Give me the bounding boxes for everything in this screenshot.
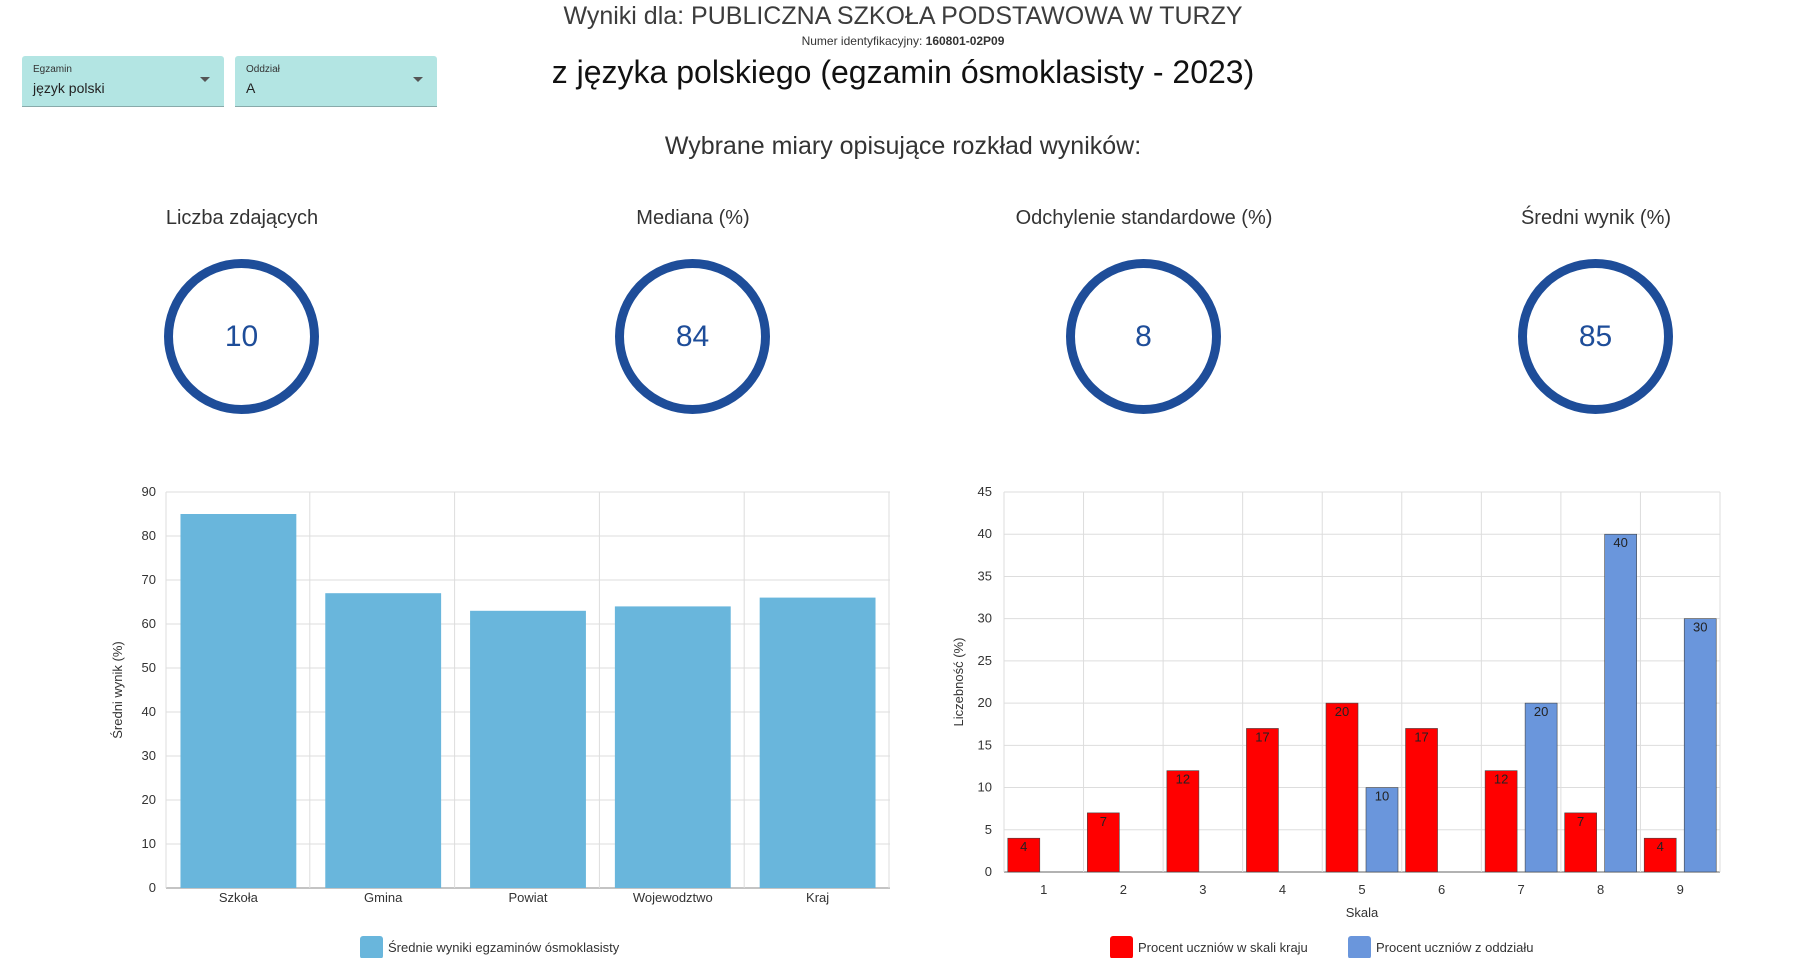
- y-tick-label: 30: [141, 748, 156, 763]
- school-id: [0, 34, 1806, 48]
- kpi-ring-stddev: [1066, 259, 1221, 414]
- x-tick-label: 9: [1676, 882, 1684, 897]
- legend-swatch: [1348, 936, 1371, 958]
- data-label: 20: [1533, 704, 1549, 720]
- legend-label: Średnie wyniki egzaminów ósmoklasisty: [388, 940, 620, 955]
- x-tick-label: 8: [1597, 882, 1605, 897]
- y-tick-label: 20: [977, 695, 992, 711]
- y-tick-label: 0: [148, 880, 156, 895]
- division-dropdown[interactable]: [235, 56, 437, 107]
- kpi-label-stddev: Odchylenie standardowe (%): [1015, 207, 1273, 229]
- data-label: 17: [1255, 729, 1270, 745]
- bar: [760, 598, 876, 888]
- x-tick-label: Szkoła: [218, 890, 258, 905]
- kpi-value-stddev: 8: [1135, 319, 1152, 353]
- y-tick-label: 35: [977, 568, 992, 584]
- y-tick-label: 30: [977, 610, 992, 626]
- x-tick-label: 7: [1517, 882, 1525, 897]
- data-label: 30: [1692, 619, 1708, 635]
- y-tick-label: 70: [141, 572, 156, 587]
- bar: [1326, 703, 1358, 872]
- exam-dropdown-label: Egzamin: [33, 64, 72, 75]
- kpi-ring-mean: [1518, 259, 1673, 414]
- chevron-down-icon: [413, 77, 423, 82]
- y-tick-label: 60: [141, 616, 156, 631]
- kpi-label-count: Liczba zdających: [165, 207, 319, 229]
- y-tick-label: 80: [141, 528, 156, 543]
- scale-distribution-chart: [903, 470, 1806, 958]
- legend-label: Procent uczniów z oddziału: [1376, 940, 1534, 955]
- exam-title: z języka polskiego (egzamin ósmoklasisty - 2023): [551, 54, 1255, 90]
- kpi-value-median: 84: [675, 319, 710, 353]
- x-tick-label: Gmina: [364, 890, 403, 905]
- kpi-value-mean: 85: [1578, 319, 1613, 353]
- x-tick-label: Wojewodztwo: [632, 890, 713, 905]
- data-label: 40: [1613, 535, 1628, 551]
- bar: [1525, 703, 1557, 872]
- school-id-label: Numer identyfikacyjny:: [801, 34, 923, 48]
- kpi-ring-count: [164, 259, 319, 414]
- data-label: 7: [1577, 813, 1585, 829]
- y-tick-label: 40: [977, 526, 992, 542]
- bar: [180, 514, 296, 888]
- y-tick-label: 5: [984, 821, 992, 837]
- bar: [615, 606, 731, 888]
- x-tick-label: Powiat: [508, 890, 548, 905]
- y-axis-label: Liczebność (%): [951, 637, 966, 727]
- x-tick-label: 5: [1358, 882, 1366, 897]
- y-tick-label: 0: [984, 864, 992, 879]
- school-id-value: 160801-02P09: [925, 34, 1005, 48]
- data-label: 4: [1656, 839, 1664, 855]
- page-title: Wyniki dla: PUBLICZNA SZKOŁA PODSTAWOWA W TURZY: [563, 2, 1243, 30]
- legend-swatch: [360, 936, 383, 958]
- x-tick-label: Kraj: [806, 890, 830, 905]
- x-tick-label: 6: [1437, 882, 1446, 897]
- y-tick-label: 10: [977, 779, 992, 795]
- exam-dropdown[interactable]: [22, 56, 224, 107]
- average-results-chart: [0, 470, 903, 958]
- y-tick-label: 45: [977, 484, 992, 499]
- data-label: 12: [1175, 771, 1191, 787]
- bar: [1406, 728, 1438, 872]
- y-tick-label: 25: [977, 652, 992, 668]
- bar: [1684, 619, 1716, 872]
- kpi-ring-median: [615, 259, 770, 414]
- y-tick-label: 40: [141, 704, 156, 719]
- kpi-label-mean: Średni wynik (%): [1520, 207, 1672, 229]
- bar: [1246, 728, 1278, 872]
- kpi-label-median: Mediana (%): [636, 207, 750, 229]
- data-label: 4: [1020, 839, 1028, 855]
- data-label: 17: [1414, 729, 1429, 745]
- x-tick-label: 4: [1278, 882, 1287, 897]
- y-tick-label: 10: [141, 836, 156, 851]
- data-label: 12: [1493, 771, 1509, 787]
- y-tick-label: 90: [141, 484, 156, 499]
- data-label: 10: [1374, 788, 1390, 804]
- data-label: 7: [1099, 813, 1107, 829]
- bar: [470, 611, 586, 888]
- data-label: 20: [1334, 704, 1350, 720]
- exam-dropdown-value: język polski: [33, 80, 105, 96]
- legend-label: Procent uczniów w skali kraju: [1138, 940, 1308, 955]
- division-dropdown-label: Oddział: [246, 64, 280, 75]
- y-tick-label: 15: [977, 737, 992, 753]
- legend-swatch: [1110, 936, 1133, 958]
- x-tick-label: 3: [1199, 882, 1207, 897]
- x-tick-label: 2: [1119, 882, 1127, 897]
- y-axis-label: Średni wynik (%): [110, 641, 125, 739]
- measures-title: Wybrane miary opisujące rozkład wyników:: [664, 132, 1142, 160]
- x-tick-label: 1: [1040, 882, 1048, 897]
- division-dropdown-value: A: [246, 80, 256, 96]
- chevron-down-icon: [200, 77, 210, 82]
- bar: [325, 593, 441, 888]
- x-axis-label: Skala: [1345, 905, 1379, 920]
- y-tick-label: 50: [141, 660, 156, 675]
- kpi-value-count: 10: [224, 319, 259, 353]
- y-tick-label: 20: [141, 792, 156, 807]
- bar: [1605, 534, 1637, 872]
